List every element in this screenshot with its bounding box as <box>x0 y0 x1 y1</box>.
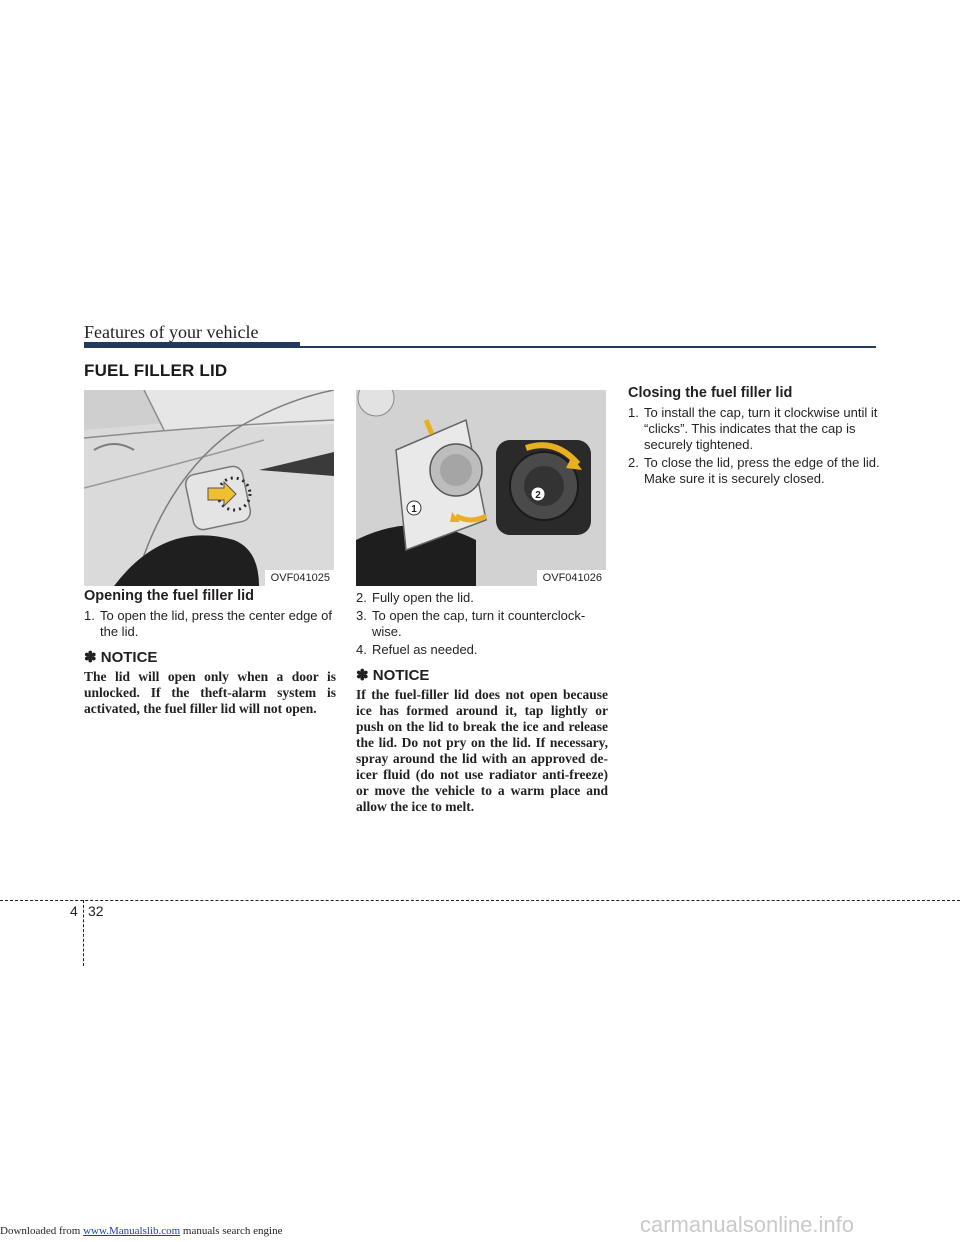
column-right <box>628 385 880 489</box>
footer-prefix: Downloaded from <box>0 1225 84 1237</box>
step-text: Refuel as needed. <box>372 642 478 657</box>
step-text: Fully open the lid. <box>372 590 474 605</box>
closing-title: Closing the fuel filler lid <box>628 385 793 401</box>
page-number-divider <box>83 900 84 966</box>
page-divider <box>0 900 960 901</box>
section-title: Features of your vehicle <box>84 322 259 342</box>
step-text: To install the cap, turn it clockwise until it “clicks”. This indicates that the cap is securely tightened. <box>644 405 878 452</box>
column-middle <box>356 590 608 815</box>
watermark: carmanualsonline.info <box>640 1212 855 1237</box>
header-rule-thick <box>84 342 300 348</box>
notice-body: If the fuel-filler lid does not open because ice has formed around it, tap lightly or push on the lid to break the ice and release the lid. Do not pry on the lid. If necessary, spray around the lid with an approved de-icer fluid (do not use radiator anti-freeze) or move the vehicle to a warm place and allow the ice to melt. <box>356 687 608 814</box>
notice-title: ✽ NOTICE <box>356 667 430 684</box>
figure-code: OVF041025 <box>265 570 334 586</box>
figure-open-cap <box>356 390 606 586</box>
figure-press-lid <box>84 390 334 586</box>
closing-step-1 <box>628 405 880 453</box>
notice-body: The lid will open only when a door is unlocked. If the theft-alarm system is activated, the fuel filler lid will not open. <box>84 669 336 716</box>
step-number: 2. <box>356 590 367 605</box>
notice-title: ✽ NOTICE <box>84 649 158 666</box>
step-text: To open the cap, turn it counterclock-wise. <box>372 608 586 639</box>
chapter-number: 4 <box>70 903 78 919</box>
manualslib-link[interactable]: www.Manualslib.com <box>83 1225 181 1237</box>
callout-2: 2 <box>535 490 541 501</box>
step-2 <box>356 590 608 606</box>
page-number: 32 <box>88 903 104 919</box>
step-3 <box>356 608 608 640</box>
download-footer <box>0 1225 282 1237</box>
callout-1: 1 <box>411 504 417 515</box>
step-text: To open the lid, press the center edge of the lid. <box>100 608 332 639</box>
step-number: 1. <box>84 608 95 623</box>
step-number: 4. <box>356 642 367 657</box>
fuel-cap-illustration <box>356 390 606 586</box>
figure-code: OVF041026 <box>537 570 606 586</box>
car-side-illustration <box>84 390 334 586</box>
step-number: 2. <box>628 455 639 470</box>
opening-step-1 <box>84 608 336 640</box>
header-rule-thin <box>300 346 876 348</box>
footer-suffix: manuals search engine <box>180 1225 283 1237</box>
column-left <box>84 588 336 717</box>
step-text: To close the lid, press the edge of the lid. Make sure it is securely closed. <box>644 455 880 486</box>
opening-title: Opening the fuel filler lid <box>84 588 254 604</box>
step-number: 3. <box>356 608 367 623</box>
step-number: 1. <box>628 405 639 420</box>
closing-step-2 <box>628 455 880 487</box>
step-4 <box>356 642 608 658</box>
page-heading: FUEL FILLER LID <box>84 361 228 380</box>
